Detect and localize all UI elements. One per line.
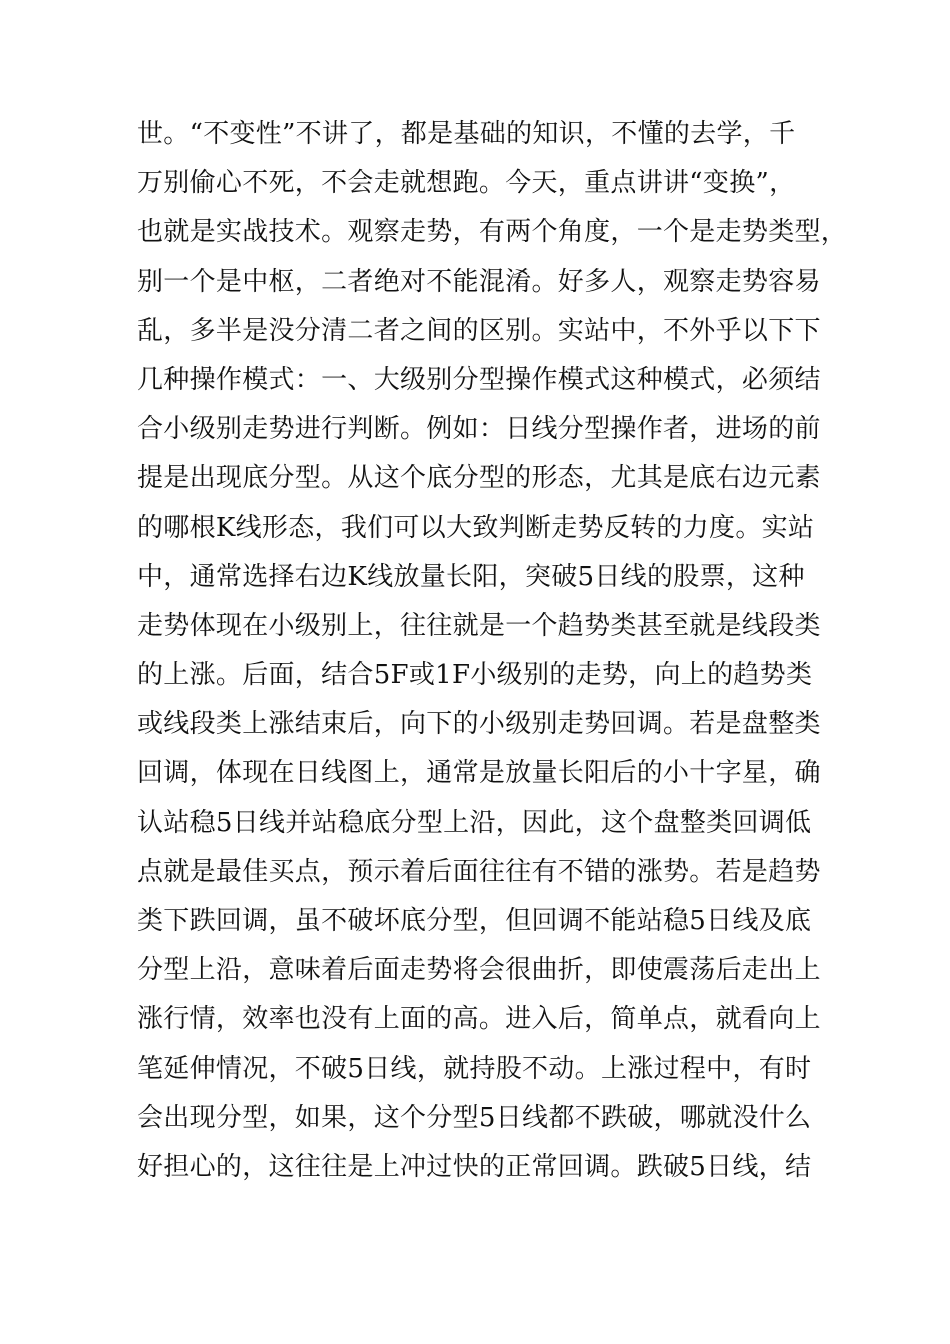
text-line: 走势体现在小级别上，往往就是一个趋势类甚至就是线段类 xyxy=(137,610,821,641)
text-line: 回调，体现在日线图上，通常是放量长阳后的小十字星，确 xyxy=(137,758,821,789)
text-line: 万别偷心不死，不会走就想跑。今天，重点讲讲“变换”， xyxy=(137,168,796,199)
text-line: 的上涨。后面，结合5F或1F小级别的走势，向上的趋势类 xyxy=(137,660,813,691)
text-line: 认站稳5日线并站稳底分型上沿，因此，这个盘整类回调低 xyxy=(137,807,812,838)
text-line: 笔延伸情况，不破5日线，就持股不动。上涨过程中，有时 xyxy=(137,1053,812,1084)
text-line: 世。“不变性”不讲了，都是基础的知识，不懂的去学，千 xyxy=(137,119,796,149)
text-line: 的哪根K线形态，我们可以大致判断走势反转的力度。实站 xyxy=(137,512,815,543)
text-line: 提是出现底分型。从这个底分型的形态，尤其是底右边元素 xyxy=(137,463,821,494)
text-line: 中，通常选择右边K线放量长阳，突破5日线的股票，这种 xyxy=(137,561,805,592)
text-line: 合小级别走势进行判断。例如：日线分型操作者，进场的前 xyxy=(137,414,821,445)
text-line: 会出现分型，如果，这个分型5日线都不跌破，哪就没什么 xyxy=(137,1102,812,1133)
text-line: 乱，多半是没分清二者之间的区别。实站中，不外乎以下下 xyxy=(137,315,821,346)
text-line: 好担心的，这往往是上冲过快的正常回调。跌破5日线，结 xyxy=(137,1151,812,1182)
text-line: 别一个是中枢，二者绝对不能混淆。好多人，观察走势容易 xyxy=(137,266,821,297)
text-line: 涨行情，效率也没有上面的高。进入后，简单点，就看向上 xyxy=(137,1004,821,1035)
body-text xyxy=(137,110,848,1192)
text-line: 分型上沿，意味着后面走势将会很曲折，即使震荡后走出上 xyxy=(137,955,821,986)
text-line: 也就是实战技术。观察走势，有两个角度，一个是走势类型， xyxy=(137,217,848,248)
text-line: 几种操作模式：一、大级别分型操作模式这种模式，必须结 xyxy=(137,364,821,395)
text-line: 点就是最佳买点，预示着后面往往有不错的涨势。若是趋势 xyxy=(137,856,821,887)
text-line: 类下跌回调，虽不破坏底分型，但回调不能站稳5日线及底 xyxy=(137,906,812,936)
text-line: 或线段类上涨结束后，向下的小级别走势回调。若是盘整类 xyxy=(137,709,821,740)
